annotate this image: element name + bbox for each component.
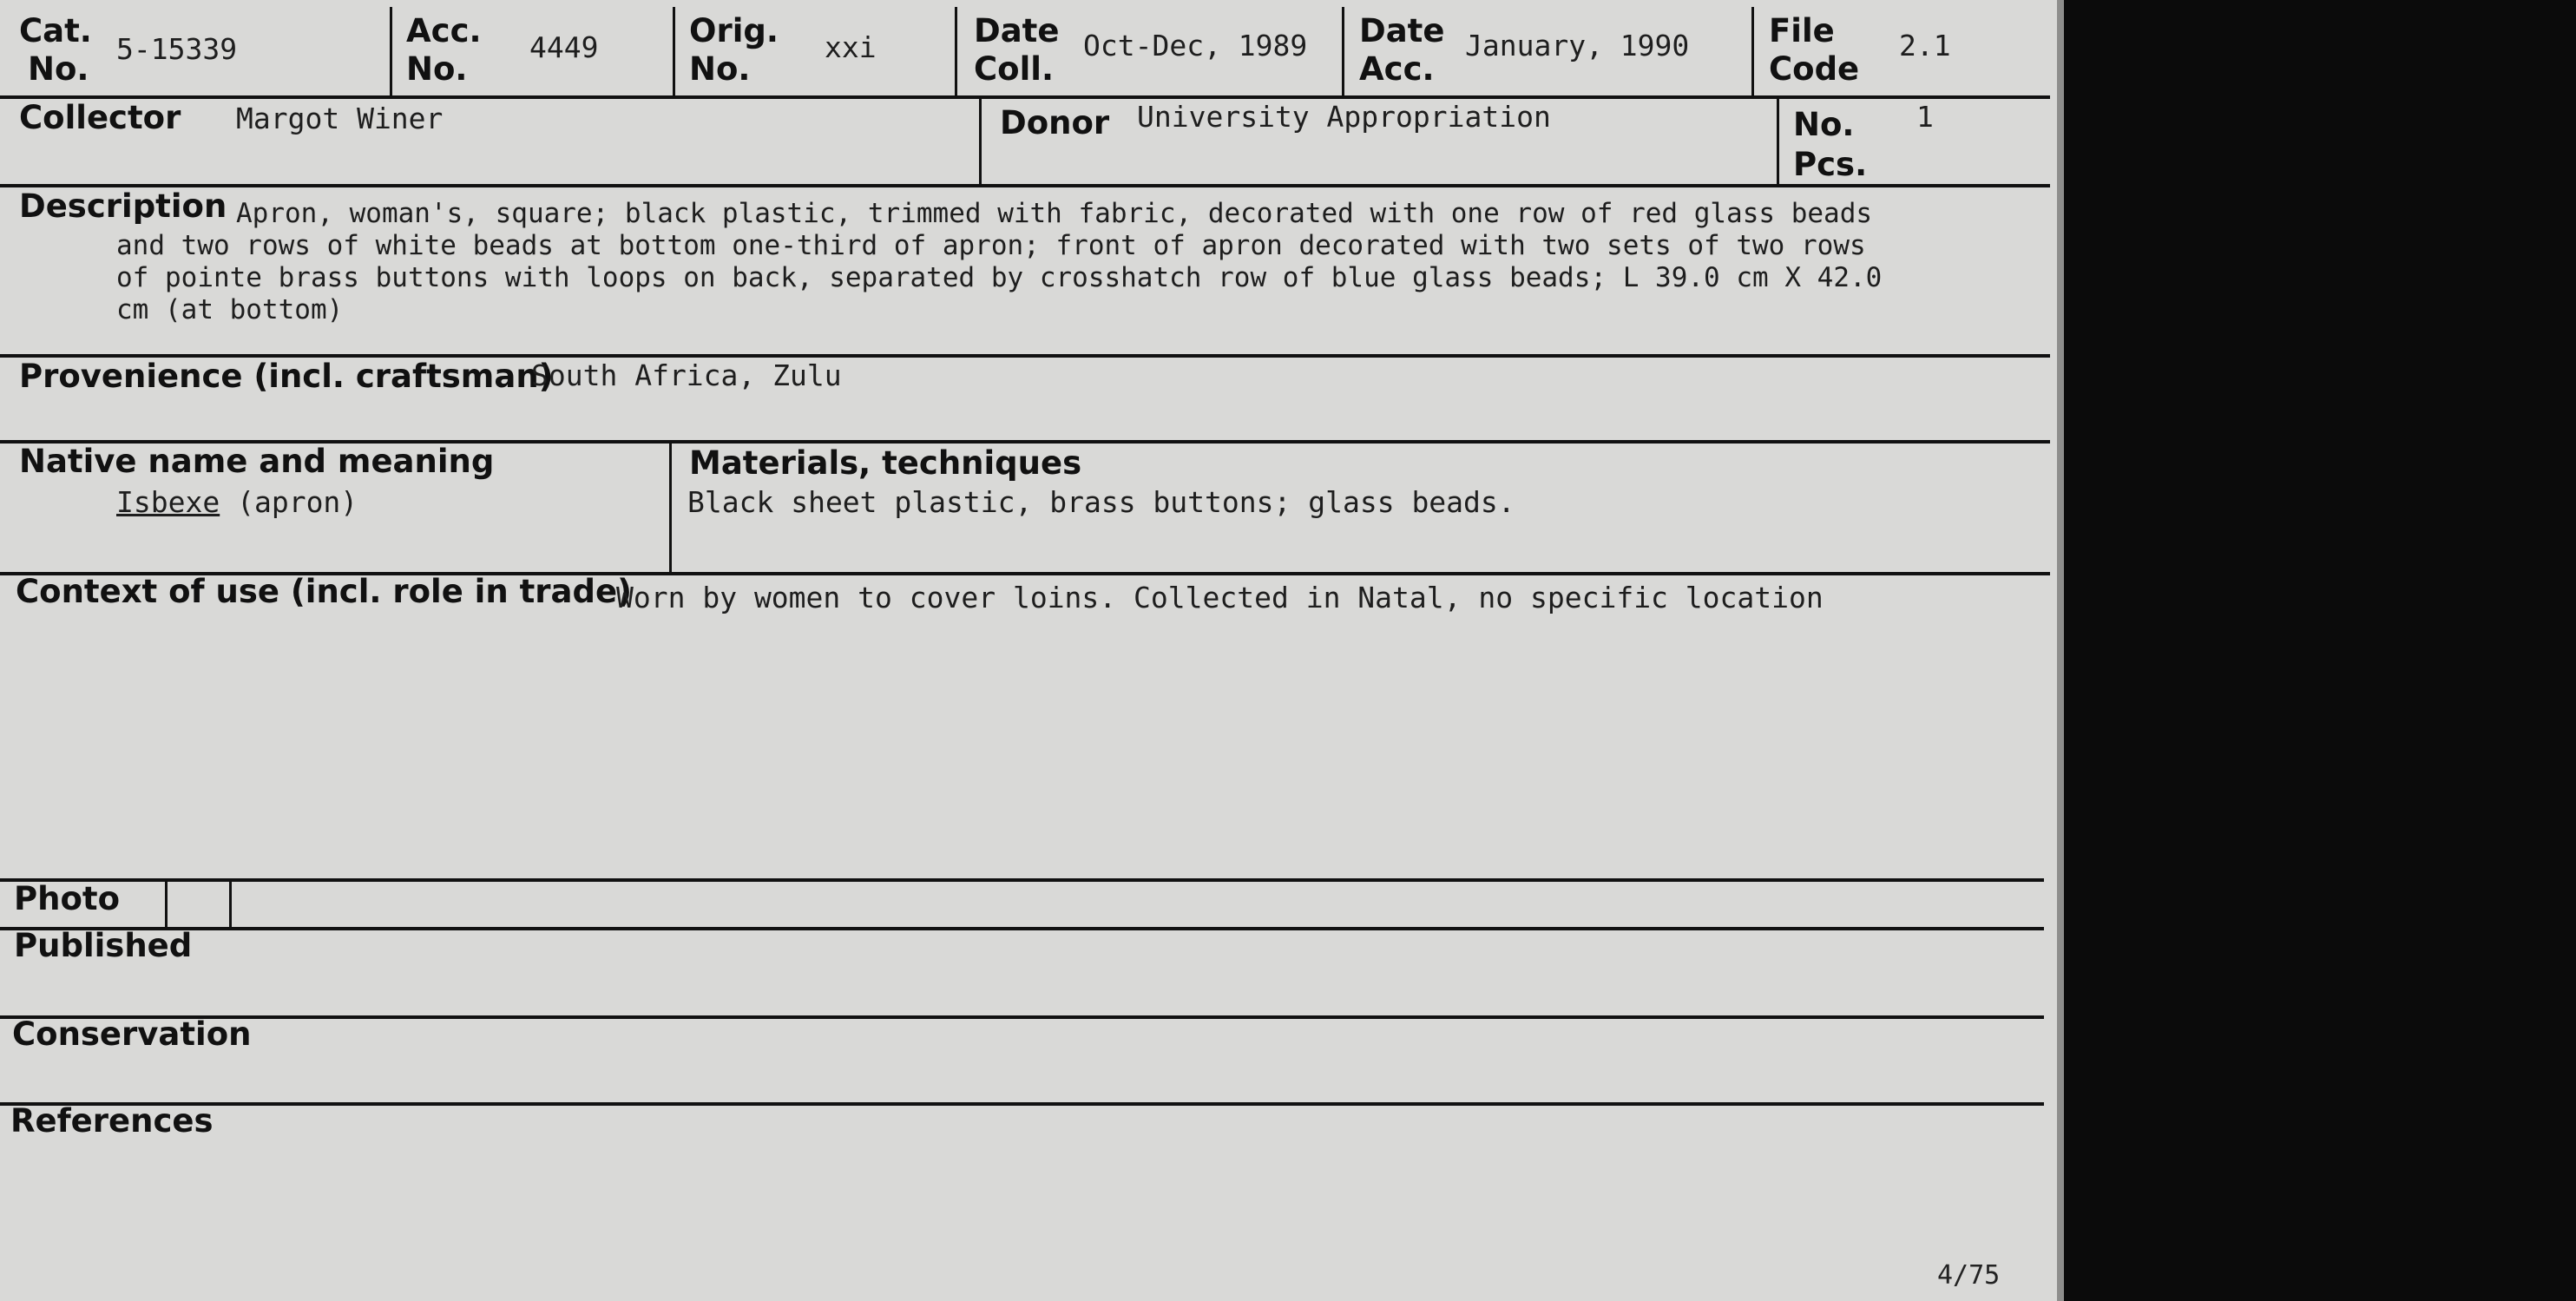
divider-dateacc-filecode — [1751, 7, 1754, 97]
date-acc-value: January, 1990 — [1465, 29, 1690, 62]
date-coll-value: Oct-Dec, 1989 — [1083, 29, 1308, 62]
divider-orig-datecoll — [955, 7, 957, 97]
divider-cat-acc — [390, 7, 392, 97]
rule-context-bottom — [0, 878, 2044, 882]
description-label: Description — [19, 187, 227, 225]
context-value: Worn by women to cover loins. Collected in Natal, no specific location — [616, 581, 1824, 614]
cat-no-label-bottom: No. — [28, 50, 89, 88]
file-code-label-bottom: Code — [1769, 50, 1860, 88]
pcs-label-bottom: Pcs. — [1793, 146, 1868, 183]
native-name-value — [116, 486, 358, 519]
orig-no-value: xxi — [825, 30, 877, 64]
description-line: of pointe brass buttons with loops on back, separated by crosshatch row of blue glass beads; L 39.0 cm X 42.0 — [116, 262, 1883, 293]
divider-collector-donor — [979, 97, 982, 186]
rule-header-bottom — [0, 95, 2050, 99]
rule-conservation-bottom — [0, 1102, 2044, 1106]
collector-label: Collector — [19, 99, 181, 136]
cat-no-label-top: Cat. — [19, 12, 92, 49]
rule-photo-bottom — [0, 927, 2044, 930]
file-code-label-top: File — [1769, 12, 1835, 49]
donor-label: Donor — [1000, 104, 1110, 141]
orig-no-label-top: Orig. — [689, 12, 779, 49]
materials-value: Black sheet plastic, brass buttons; glass beads. — [687, 485, 1515, 519]
photo-label: Photo — [14, 880, 120, 917]
description-line: cm (at bottom) — [116, 294, 344, 325]
provenience-value: South Africa, Zulu — [531, 358, 842, 392]
divider-native-materials — [669, 440, 672, 574]
context-label: Context of use (incl. role in trade) — [16, 573, 632, 610]
photo-box-divider — [229, 878, 232, 929]
photo-box-divider — [165, 878, 168, 929]
pcs-value: 1 — [1916, 100, 1934, 134]
donor-value: University Appropriation — [1137, 100, 1551, 134]
materials-label: Materials, techniques — [689, 444, 1082, 482]
date-coll-label-top: Date — [974, 12, 1060, 49]
divider-datecoll-dateacc — [1342, 7, 1344, 97]
references-label: References — [10, 1102, 214, 1140]
description-line: and two rows of white beads at bottom one-third of apron; front of apron decorated with two sets of two rows — [116, 230, 1866, 261]
cat-no-value: 5-15339 — [116, 32, 238, 66]
acc-no-label-top: Acc. — [406, 12, 482, 49]
acc-no-value: 4449 — [529, 30, 599, 64]
description-line: Apron, woman's, square; black plastic, trimmed with fabric, decorated with one row of red glass beads — [236, 198, 1873, 229]
orig-no-label-bottom: No. — [689, 50, 751, 88]
card-edge — [2057, 0, 2064, 1301]
rule-collector-bottom — [0, 184, 2050, 187]
page-number: 4/75 — [1937, 1260, 2001, 1291]
pcs-label-top: No. — [1793, 106, 1855, 143]
date-acc-label-bottom: Acc. — [1359, 50, 1435, 88]
divider-donor-pcs — [1777, 97, 1779, 186]
file-code-value: 2.1 — [1899, 29, 1951, 62]
native-name-label: Native name and meaning — [19, 443, 495, 480]
provenience-label: Provenience (incl. craftsman) — [19, 358, 554, 395]
native-name-word: Isbexe — [116, 485, 220, 519]
acc-no-label-bottom: No. — [406, 50, 468, 88]
collector-value: Margot Winer — [236, 102, 444, 135]
rule-published-bottom — [0, 1015, 2044, 1019]
conservation-label: Conservation — [12, 1015, 252, 1053]
date-acc-label-top: Date — [1359, 12, 1445, 49]
divider-acc-orig — [673, 7, 675, 97]
native-name-meaning: (apron) — [237, 485, 358, 519]
published-label: Published — [14, 927, 193, 964]
date-coll-label-bottom: Coll. — [974, 50, 1054, 88]
